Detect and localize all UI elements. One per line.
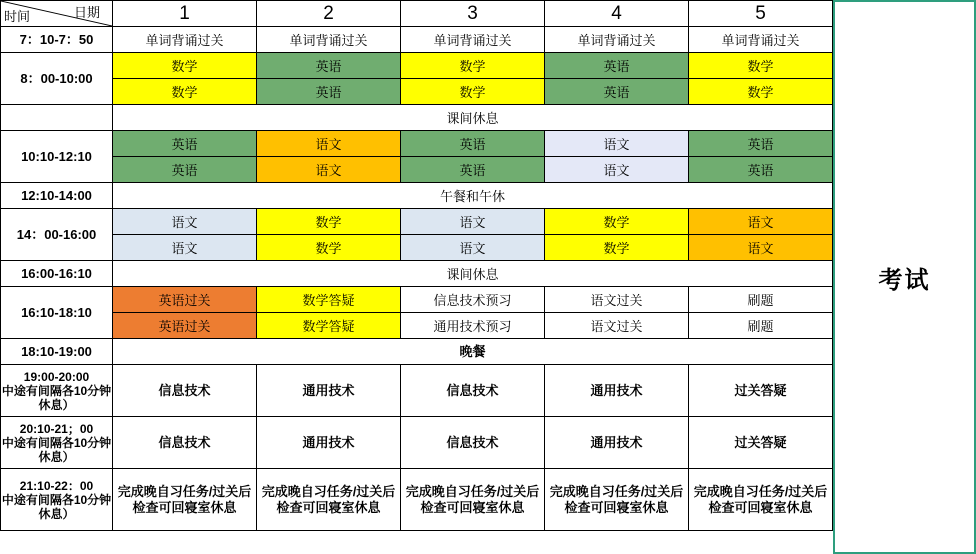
schedule-cell: 语文 bbox=[113, 235, 257, 261]
schedule-cell: 英语过关 bbox=[113, 287, 257, 313]
schedule-cell: 数学 bbox=[257, 209, 401, 235]
schedule-cell: 通用技术 bbox=[257, 417, 401, 469]
day-header-4: 4 bbox=[545, 1, 689, 27]
schedule-cell: 英语 bbox=[401, 131, 545, 157]
schedule-cell: 英语 bbox=[257, 53, 401, 79]
schedule-cell: 数学 bbox=[545, 209, 689, 235]
schedule-row bbox=[1, 235, 833, 261]
exam-panel-label: 考试 bbox=[878, 266, 931, 294]
schedule-cell: 单词背诵过关 bbox=[545, 27, 689, 53]
schedule-cell: 数学 bbox=[689, 53, 833, 79]
schedule-cell: 数学 bbox=[689, 79, 833, 105]
schedule-cell: 刷题 bbox=[689, 287, 833, 313]
schedule-cell: 通用技术 bbox=[545, 417, 689, 469]
time-label-cell: 18:10-19:00 bbox=[1, 339, 113, 365]
schedule-row bbox=[1, 131, 833, 157]
day-header-3: 3 bbox=[401, 1, 545, 27]
schedule-note-cell: 课间休息 bbox=[113, 261, 833, 287]
schedule-cell: 英语 bbox=[545, 79, 689, 105]
schedule-row bbox=[1, 365, 833, 417]
schedule-row bbox=[1, 339, 833, 365]
schedule-note-cell: 午餐和午休 bbox=[113, 183, 833, 209]
schedule-row bbox=[1, 287, 833, 313]
schedule-cell: 单词背诵过关 bbox=[689, 27, 833, 53]
time-label-cell bbox=[1, 105, 113, 131]
time-label-cell: 16:00-16:10 bbox=[1, 261, 113, 287]
day-header-1: 1 bbox=[113, 1, 257, 27]
schedule-body bbox=[1, 27, 833, 531]
schedule-cell: 语文 bbox=[545, 131, 689, 157]
schedule-cell: 英语过关 bbox=[113, 313, 257, 339]
schedule-row bbox=[1, 105, 833, 131]
schedule-row bbox=[1, 417, 833, 469]
schedule-cell: 完成晚自习任务/过关后检查可回寝室休息 bbox=[113, 469, 257, 531]
date-header-label: 日期 bbox=[73, 5, 100, 20]
schedule-cell: 完成晚自习任务/过关后检查可回寝室休息 bbox=[689, 469, 833, 531]
schedule-cell: 英语 bbox=[113, 157, 257, 183]
schedule-cell: 英语 bbox=[113, 131, 257, 157]
header-row bbox=[1, 1, 833, 27]
schedule-cell: 数学答疑 bbox=[257, 313, 401, 339]
schedule-cell: 英语 bbox=[689, 131, 833, 157]
schedule-cell: 语文过关 bbox=[545, 287, 689, 313]
schedule-cell: 数学 bbox=[113, 79, 257, 105]
exam-panel bbox=[833, 0, 976, 554]
schedule-cell: 语文 bbox=[689, 235, 833, 261]
schedule-cell: 数学答疑 bbox=[257, 287, 401, 313]
schedule-note-cell: 课间休息 bbox=[113, 105, 833, 131]
time-label-cell: 14：00-16:00 bbox=[1, 209, 113, 261]
schedule-cell: 英语 bbox=[401, 157, 545, 183]
time-label-cell: 10:10-12:10 bbox=[1, 131, 113, 183]
schedule-cell: 信息技术 bbox=[113, 365, 257, 417]
schedule-cell: 通用技术 bbox=[545, 365, 689, 417]
schedule-cell: 语文 bbox=[113, 209, 257, 235]
schedule-cell: 语文 bbox=[401, 209, 545, 235]
schedule-cell: 信息技术 bbox=[401, 417, 545, 469]
schedule-cell: 数学 bbox=[257, 235, 401, 261]
time-label-cell: 19:00-20:00 中途有间隔各10分钟休息） bbox=[1, 365, 113, 417]
schedule-cell: 数学 bbox=[401, 53, 545, 79]
schedule-cell: 完成晚自习任务/过关后检查可回寝室休息 bbox=[401, 469, 545, 531]
schedule-note-cell: 晚餐 bbox=[113, 339, 833, 365]
schedule-cell: 通用技术预习 bbox=[401, 313, 545, 339]
schedule-cell: 数学 bbox=[401, 79, 545, 105]
time-header-label: 时间 bbox=[4, 9, 31, 24]
schedule-row bbox=[1, 313, 833, 339]
day-header-2: 2 bbox=[257, 1, 401, 27]
schedule-cell: 完成晚自习任务/过关后检查可回寝室休息 bbox=[545, 469, 689, 531]
schedule-cell: 英语 bbox=[545, 53, 689, 79]
schedule-row bbox=[1, 53, 833, 79]
schedule-cell: 刷题 bbox=[689, 313, 833, 339]
day-header-5: 5 bbox=[689, 1, 833, 27]
schedule-cell: 英语 bbox=[257, 79, 401, 105]
schedule-cell: 英语 bbox=[689, 157, 833, 183]
time-label-cell: 8：00-10:00 bbox=[1, 53, 113, 105]
schedule-cell: 通用技术 bbox=[257, 365, 401, 417]
schedule-cell: 信息技术预习 bbox=[401, 287, 545, 313]
schedule-cell: 信息技术 bbox=[401, 365, 545, 417]
schedule-cell: 语文过关 bbox=[545, 313, 689, 339]
schedule-row bbox=[1, 157, 833, 183]
schedule-row bbox=[1, 27, 833, 53]
schedule-header bbox=[1, 1, 833, 27]
schedule-cell: 单词背诵过关 bbox=[401, 27, 545, 53]
schedule-row bbox=[1, 209, 833, 235]
time-date-corner-header bbox=[1, 1, 113, 27]
schedule-cell: 语文 bbox=[257, 157, 401, 183]
schedule-cell: 单词背诵过关 bbox=[113, 27, 257, 53]
schedule-cell: 过关答疑 bbox=[689, 365, 833, 417]
schedule-cell: 语文 bbox=[257, 131, 401, 157]
schedule-cell: 信息技术 bbox=[113, 417, 257, 469]
schedule-cell: 单词背诵过关 bbox=[257, 27, 401, 53]
schedule-row bbox=[1, 261, 833, 287]
schedule-row bbox=[1, 469, 833, 531]
schedule-cell: 语文 bbox=[545, 157, 689, 183]
schedule-row bbox=[1, 183, 833, 209]
schedule-row bbox=[1, 79, 833, 105]
time-label-cell: 7：10-7：50 bbox=[1, 27, 113, 53]
schedule-cell: 数学 bbox=[545, 235, 689, 261]
time-label-cell: 16:10-18:10 bbox=[1, 287, 113, 339]
schedule-cell: 数学 bbox=[113, 53, 257, 79]
schedule-cell: 过关答疑 bbox=[689, 417, 833, 469]
schedule-cell: 语文 bbox=[689, 209, 833, 235]
schedule-cell: 完成晚自习任务/过关后检查可回寝室休息 bbox=[257, 469, 401, 531]
time-label-cell: 12:10-14:00 bbox=[1, 183, 113, 209]
schedule-cell: 语文 bbox=[401, 235, 545, 261]
time-label-cell: 21:10-22：00 中途有间隔各10分钟休息） bbox=[1, 469, 113, 531]
time-label-cell: 20:10-21；00 中途有间隔各10分钟休息） bbox=[1, 417, 113, 469]
